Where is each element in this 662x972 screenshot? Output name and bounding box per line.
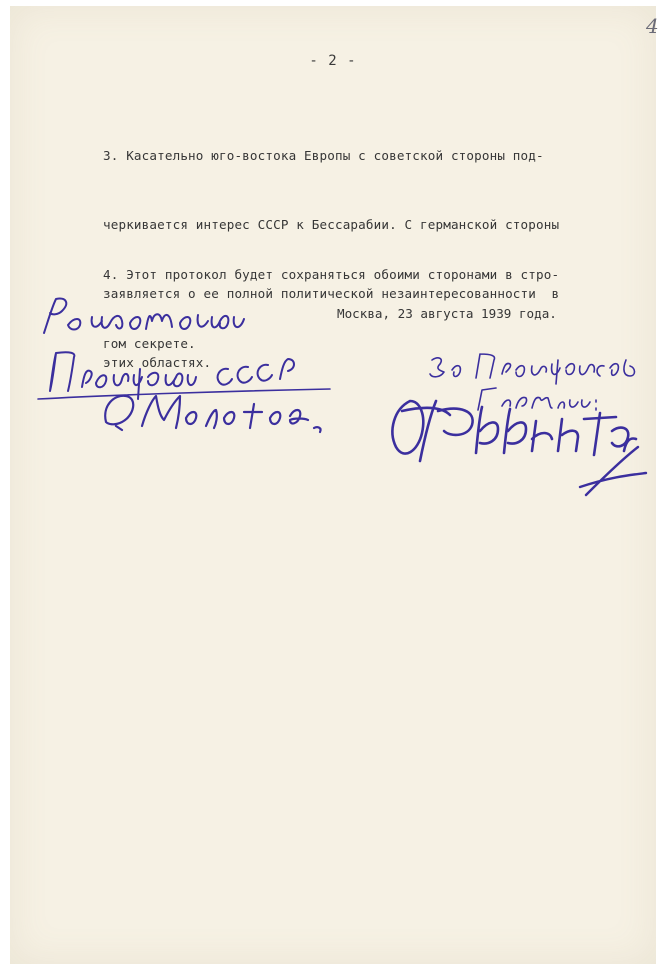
molotov-signature bbox=[94, 386, 394, 446]
paragraph-line: 4. Этот протокол будет сохраняться обоими сторонами в стро- bbox=[103, 267, 560, 282]
archive-page-number: 4 bbox=[646, 14, 659, 38]
ribbentrop-signature bbox=[380, 391, 650, 501]
paragraph-line: заявляется о ее полной политической незаинтересованности в bbox=[103, 286, 560, 301]
paragraph-line: гом секрете. bbox=[103, 336, 196, 351]
paragraph-line: черкивается интерес СССР к Бессарабии. С германской стороны bbox=[103, 217, 560, 232]
place-and-date: Москва, 23 августа 1939 года. bbox=[337, 306, 557, 321]
paragraph-line: этих областях. bbox=[103, 355, 212, 370]
document-page bbox=[10, 6, 659, 964]
paragraph-line: 3. Касательно юго-востока Европы с советской стороны под- bbox=[103, 148, 544, 163]
page-number: - 2 - bbox=[309, 53, 357, 69]
